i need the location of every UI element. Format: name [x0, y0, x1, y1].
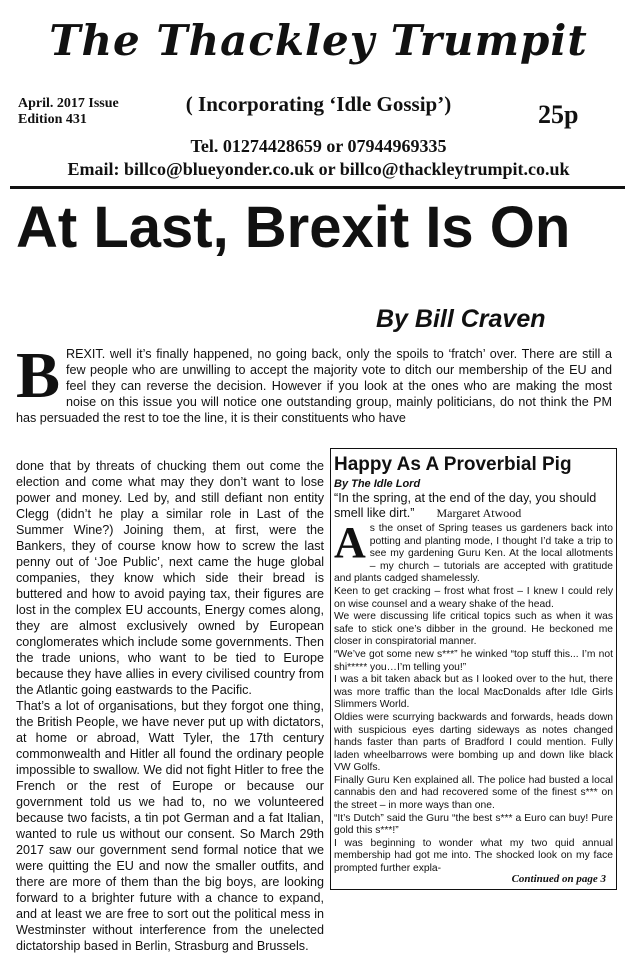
sidebar-paragraph: “We’ve got some new s***” he winked “top stuff this... I’m not shi***** you…I’m telling you!” — [334, 648, 613, 673]
article-paragraph: done that by threats of chucking them out come the election and come what may they don’t want to lose power and money. Led by, and still defiant non entity Clegg (didn’t he play a similar role in Last of the Summer Wine?) Joining them, at first, were the Bankers, they of course know how to screw the last penny out of ‘Joe Public’, next came the huge global companies, they know which side their bread is buttered and how to avoid paying tax, their figures are lost in the complex EU accounts, Energy comes along, they are almost exclusively owned by European conglomerates which include some governments. Then the trade unions, who want to be tied to Europe because they have allies in every civilised country from the Atlantic going eastwards to the Pacific. — [16, 459, 324, 697]
sidebar-paragraph: Oldies were scurrying backwards and forwards, heads down with suspicious eyes darting sideways as notes changed hands faster than parts of Bradford I could mention. Fully laden wheelbarrows were bombing up and down like black VW Golfs. — [334, 711, 613, 774]
sidebar-paragraph: I was a bit taken aback but as I looked over to the hut, there was more traffic than the local MacDonalds after Idle Girls Slimmers World. — [334, 674, 613, 711]
article-headline: At Last, Brexit Is On — [16, 195, 571, 260]
quote-text: “In the spring, at the end of the day, you should smell like dirt.” — [334, 491, 597, 520]
sidebar-article — [330, 448, 617, 890]
incorporating-note: ( Incorporating ‘Idle Gossip’) — [185, 92, 452, 116]
article-column — [16, 458, 324, 954]
header-divider — [10, 186, 625, 189]
edition-number: Edition 431 — [18, 112, 87, 127]
quote-attribution: Margaret Atwood — [436, 506, 522, 520]
email-line: Email: billco@blueyonder.co.uk or billco@thackleytrumpit.co.uk — [67, 159, 570, 179]
sidebar-paragraph-text: s the onset of Spring teases us gardeners back into potting and planting mode, I thought I’d take a trip to see my gardening Guru Ken. At the local allotments – my church – tutorials are accepted with gratitude and plants cadged shamelessly. — [334, 523, 613, 585]
sidebar-paragraph: We were discussing life critical topics such as when it was safe to stick one’s dibber in the ground. He beckoned me closer in conspiratorial manner. — [334, 611, 613, 648]
article-paragraph: That’s a lot of organisations, but they forgot one thing, the British People, we have never put up with dictators, at home or abroad, Watt Tyler, the 17th century commonwealth and Hitler all found the ordinary people impossible to swallow. We did not fight Hitler to free the French or the rest of Europe or because our government told us we had to, no we volunteered because two facists, a tin pot German and a fat Italian, wanted to rule us without our consent. So March 29th 2017 saw our government send formal notice that we were quitting the EU and now the smaller outfits, and there are more of them than the big boys, are looking forward to a brighter future with a chance to expand, and at least we are free to sort out the political mess in Westminster without interference from the unelected dictatorship based in Berlin, Strasburg and Brussels. — [16, 699, 324, 953]
sidebar-dropcap: A — [334, 518, 366, 567]
telephone-line: Tel. 01274428659 or 07944969335 — [190, 136, 447, 156]
sidebar-quote — [334, 491, 613, 521]
sidebar-author: By The Idle Lord — [334, 478, 421, 490]
issue-date: April. 2017 Issue — [18, 96, 119, 111]
article-lede-text: REXIT. well it’s finally happened, no going back, only the spoils to ‘fratch’ over. There are still a few people who are unwilling to accept the majority vote to ditch our membership of the EU and feel they can reverse the decision. However if you look at the ones who are making the most noise on this issue you will notice one outstanding group, mainly politicians, do not think the PM has persuaded the rest to toe the line, it is their constituents who have — [16, 347, 612, 425]
sidebar-title: Happy As A Proverbial Pig — [334, 454, 572, 475]
sidebar-paragraph: I was beginning to wonder what my two quid annual membership had got me into. The shocked look on my face prompted further expla- — [334, 837, 613, 875]
masthead-title: The Thackley Trumpit — [49, 16, 588, 65]
sidebar-paragraph — [334, 518, 613, 586]
sidebar-paragraph: Finally Guru Ken explained all. The police had busted a local cannabis den and had recovered some of the finest s*** on the street – in more ways than one. — [334, 774, 613, 812]
continued-note: Continued on page 3 — [511, 873, 606, 885]
article-byline: By Bill Craven — [376, 305, 546, 333]
sidebar-paragraph: “It’s Dutch” said the Guru “the best s*** a Euro can buy! Pure gold this s***!” — [334, 812, 613, 837]
article-lede — [16, 339, 612, 426]
article-dropcap: B — [16, 339, 61, 412]
price: 25p — [538, 100, 579, 129]
sidebar-paragraph: Keen to get cracking – frost what frost – I knew I could rely on wise counsel and a weary shake of the head. — [334, 585, 613, 610]
sidebar-body — [334, 518, 613, 876]
